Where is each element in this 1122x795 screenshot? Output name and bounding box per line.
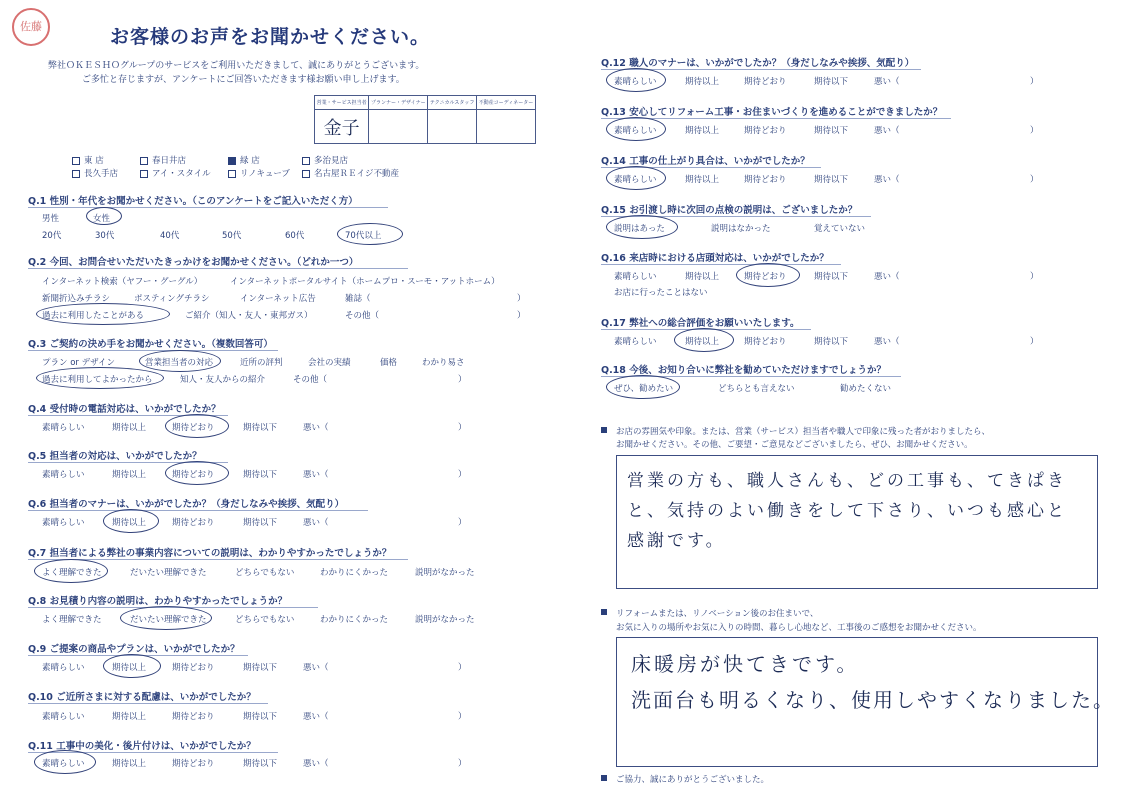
q4-option[interactable]: 素晴らしい <box>42 423 85 433</box>
q1-option[interactable]: 男性 <box>42 214 60 224</box>
q8-answer-circle <box>120 606 212 630</box>
q10-question: Q.10 ご近所さまに対する配慮は、いかがでしたか？ <box>28 692 256 703</box>
q17-answer-circle <box>674 328 734 352</box>
q7-option[interactable]: どちらでもない <box>235 568 295 578</box>
q9-question: Q.9 ご提案の商品やプランは、いかがでしたか？ <box>28 644 240 655</box>
q11-option[interactable]: 素晴らしい <box>42 759 85 769</box>
q14-option[interactable]: 期待以上 <box>685 175 720 185</box>
q11-option[interactable]: 期待以上 <box>112 759 147 769</box>
q7-question: Q.7 担当者による弊社の事業内容についての説明は、わかりやすかったでしょうか？ <box>28 548 392 559</box>
q2-option[interactable]: ポスティングチラシ <box>134 294 210 304</box>
q18-option[interactable]: ぜひ、勧めたい <box>614 384 674 394</box>
q1-answer-circle <box>337 223 403 245</box>
q9-option[interactable]: 期待以上 <box>112 663 147 673</box>
store-option-kasugai[interactable]: 春日井店 <box>140 154 186 166</box>
q8-option[interactable]: わかりにくかった <box>320 615 389 625</box>
q15-option[interactable]: 覚えていない <box>814 224 866 234</box>
q7-option[interactable]: よく理解できた <box>42 568 102 578</box>
q5-option[interactable]: 素晴らしい <box>42 470 85 480</box>
q11-option[interactable]: 期待どおり <box>172 759 215 769</box>
comment2-answer-line2: 洗面台も明るくなり、使用しやすくなりました。 <box>631 688 1115 712</box>
q2-question: Q.2 今回、お問合せいただいたきっかけをお聞かせください。（どれか一つ） <box>28 257 359 268</box>
q17-option[interactable]: 素晴らしい <box>614 337 657 347</box>
q17-question: Q.17 弊社への総合評価をお願いいたします。 <box>601 318 800 329</box>
q2-option[interactable]: インターネット広告 <box>240 294 316 304</box>
q5-option[interactable]: ） <box>458 470 467 480</box>
q13-option[interactable]: 期待どおり <box>744 126 787 136</box>
q3-option[interactable]: 価格 <box>380 358 398 368</box>
q2-option[interactable]: ） <box>517 311 526 321</box>
q11-option[interactable]: 悪い（ <box>303 759 329 769</box>
q6-question: Q.6 担当者のマナーは、いかがでしたか？（身だしなみや挨拶、気配り） <box>28 499 345 510</box>
q6-option[interactable]: 素晴らしい <box>42 518 85 528</box>
q17-option[interactable]: ） <box>1030 337 1039 347</box>
q12-option[interactable]: ） <box>1030 77 1039 87</box>
q5-question: Q.5 担当者の対応は、いかがでしたか？ <box>28 451 202 462</box>
q2-option[interactable]: ご紹介（知人・友人・東邦ガス） <box>185 311 313 321</box>
q9-option[interactable]: 素晴らしい <box>42 663 85 673</box>
q9-option[interactable]: 期待以下 <box>243 663 278 673</box>
q2-option[interactable]: その他（ <box>345 311 380 321</box>
q13-question: Q.13 安心してリフォーム工事・お住まいづくりを進めることができましたか？ <box>601 107 943 118</box>
q13-answer-circle <box>606 117 666 141</box>
q2-option[interactable]: インターネットポータルサイト（ホームプロ・スーモ・アットホーム） <box>230 277 500 287</box>
q12-option[interactable]: 素晴らしい <box>614 77 657 87</box>
store-option-nagoya-re[interactable]: 名古屋ＲＥイジ不動産 <box>302 167 399 179</box>
q1-option[interactable]: 20代 <box>42 231 62 241</box>
q5-option[interactable]: 期待以下 <box>243 470 278 480</box>
q4-option[interactable]: 期待以上 <box>112 423 147 433</box>
q4-option[interactable]: 期待どおり <box>172 423 215 433</box>
q1-option[interactable]: 30代 <box>95 231 115 241</box>
intro-line-1: 弊社ＯＫＥＳＨＯグループのサービスをご利用いただきまして、誠にありがとうございます。 <box>48 61 425 71</box>
q16-question: Q.16 来店時における店頭対応は、いかがでしたか？ <box>601 253 829 264</box>
q17-option[interactable]: 期待以下 <box>814 337 849 347</box>
q3-option[interactable]: 近所の評判 <box>240 358 283 368</box>
q6-option[interactable]: 悪い（ <box>303 518 329 528</box>
q14-option[interactable]: 期待以下 <box>814 175 849 185</box>
q16-option[interactable]: お店に行ったことはない <box>614 288 708 298</box>
comment1-answer-text: 営業の方も、職人さんも、どの工事も、てきぱきと、気持のよい働きをして下さり、いつも感心と感謝です。 <box>627 471 1067 551</box>
page-title: お客様のお声をお聞かせください。 <box>110 26 431 48</box>
q16-answer-circle <box>736 263 800 287</box>
section-bullet-icon <box>601 609 607 615</box>
q2-option[interactable]: ） <box>517 294 526 304</box>
comment2-prompt-line1: リフォームまたは、リノベーション後のお住まいで、 <box>616 609 819 619</box>
q11-option[interactable]: 期待以下 <box>243 759 278 769</box>
q3-option[interactable]: プラン or デザイン <box>42 358 116 368</box>
q10-option[interactable]: 期待以上 <box>112 712 147 722</box>
intro-line-2: ご多忙と存じますが、アンケートにご回答いただきます様お願い申し上げます。 <box>82 75 405 85</box>
q4-option[interactable]: 期待以下 <box>243 423 278 433</box>
staff-name-sales: 金子 <box>315 110 369 144</box>
staff-header-planner: プランナー・デザイナー <box>369 96 428 110</box>
q18-answer-circle <box>606 375 680 399</box>
q8-option[interactable]: どちらでもない <box>235 615 295 625</box>
q6-option[interactable]: 期待以下 <box>243 518 278 528</box>
q3-option[interactable]: ） <box>458 375 467 385</box>
q17-option[interactable]: 悪い（ <box>874 337 900 347</box>
q14-answer-circle <box>606 166 666 190</box>
hanko-stamp: 佐藤 <box>12 8 50 46</box>
store-option-midori[interactable]: 緑 店 <box>228 154 260 166</box>
q4-question: Q.4 受付時の電話対応は、いかがでしたか？ <box>28 404 221 415</box>
q2-option[interactable]: 過去に利用したことがある <box>42 311 145 321</box>
q15-option[interactable]: 説明はあった <box>614 224 665 234</box>
store-option-renocube[interactable]: リノキューブ <box>228 167 290 179</box>
q5-option[interactable]: 悪い（ <box>303 470 329 480</box>
q16-option[interactable]: 期待以上 <box>685 272 720 282</box>
store-option-nagakute[interactable]: 長久手店 <box>72 167 118 179</box>
q1-option[interactable]: 50代 <box>222 231 242 241</box>
comment2-prompt-line2: お気に入りの場所やお気に入りの時間、暮らし心地など、工事後のご感想をお聞かせください。 <box>616 623 982 633</box>
q12-question: Q.12 職人のマナーは、いかがでしたか？（身だしなみや挨拶、気配り） <box>601 58 915 69</box>
q10-option[interactable]: ） <box>458 712 467 722</box>
q16-option[interactable]: 期待どおり <box>744 272 787 282</box>
q13-option[interactable]: ） <box>1030 126 1039 136</box>
q1-option[interactable]: 70代以上 <box>345 231 382 241</box>
q12-answer-circle <box>606 68 666 92</box>
q8-option[interactable]: だいたい理解できた <box>130 615 207 625</box>
q3-option[interactable]: 過去に利用してよかったから <box>42 375 153 385</box>
q12-option[interactable]: 期待以下 <box>814 77 849 87</box>
q7-answer-circle <box>34 559 108 583</box>
q3-question: Q.3 ご契約の決め手をお聞かせください。（複数回答可） <box>28 339 273 350</box>
comment2-answer-box[interactable] <box>616 637 1115 767</box>
q9-option[interactable]: ） <box>458 663 467 673</box>
q7-option[interactable]: だいたい理解できた <box>130 568 207 578</box>
q1-answer-circle <box>86 207 122 225</box>
q3-option[interactable]: わかり易さ <box>422 358 465 368</box>
q6-option[interactable]: ） <box>458 518 467 528</box>
q14-option[interactable]: 期待どおり <box>744 175 787 185</box>
q13-option[interactable]: 素晴らしい <box>614 126 657 136</box>
q1-option[interactable]: 女性 <box>93 214 111 224</box>
footer-thanks: ご協力、誠にありがとうございました。 <box>616 775 770 785</box>
q14-option[interactable]: 悪い（ <box>874 175 900 185</box>
q10-option[interactable]: 悪い（ <box>303 712 329 722</box>
q18-option[interactable]: 勧めたくない <box>840 384 892 394</box>
staff-header-technical: テクニカルスタッフ <box>428 96 476 110</box>
q5-option[interactable]: 期待どおり <box>172 470 215 480</box>
q3-option[interactable]: 会社の実績 <box>308 358 351 368</box>
store-option-tajimi[interactable]: 多治見店 <box>302 154 348 166</box>
q1-option[interactable]: 60代 <box>285 231 305 241</box>
staff-header-realestate: 不動産コーディネーター <box>476 96 535 110</box>
q16-option[interactable]: 悪い（ <box>874 272 900 282</box>
q1-question: Q.1 性別・年代をお聞かせください。（このアンケートをご記入いただく方） <box>28 196 358 207</box>
q4-option[interactable]: ） <box>458 423 467 433</box>
q14-option[interactable]: ） <box>1030 175 1039 185</box>
q15-option[interactable]: 説明はなかった <box>711 224 771 234</box>
staff-table <box>314 95 536 144</box>
q13-option[interactable]: 悪い（ <box>874 126 900 136</box>
q3-option[interactable]: 営業担当者の対応 <box>145 358 214 368</box>
store-option-east[interactable]: 東 店 <box>72 154 104 166</box>
section-bullet-icon <box>601 775 607 781</box>
q16-option[interactable]: 期待以下 <box>814 272 849 282</box>
comment2-answer-line1: 床暖房が快てきです。 <box>631 652 860 676</box>
q18-option[interactable]: どちらとも言えない <box>718 384 795 394</box>
q13-option[interactable]: 期待以下 <box>814 126 849 136</box>
q11-question: Q.11 工事中の美化・後片付けは、いかがでしたか？ <box>28 741 256 752</box>
q8-question: Q.8 お見積り内容の説明は、わかりやすかったでしょうか？ <box>28 596 288 607</box>
staff-name-planner <box>369 110 428 144</box>
q7-option[interactable]: 説明がなかった <box>415 568 475 578</box>
q11-option[interactable]: ） <box>458 759 467 769</box>
q5-answer-circle <box>165 461 229 485</box>
q2-option[interactable]: インターネット検索（ヤフー・グーグル） <box>42 277 203 287</box>
q3-option[interactable]: その他（ <box>293 375 328 385</box>
q17-option[interactable]: 期待どおり <box>744 337 787 347</box>
store-option-istyle[interactable]: アイ・スタイル <box>140 167 211 179</box>
q17-option[interactable]: 期待以上 <box>685 337 720 347</box>
staff-name-realestate <box>476 110 535 144</box>
q6-answer-circle <box>103 509 159 533</box>
q9-option[interactable]: 期待どおり <box>172 663 215 673</box>
q11-answer-circle <box>34 750 96 774</box>
q7-option[interactable]: わかりにくかった <box>320 568 389 578</box>
q10-option[interactable]: 期待どおり <box>172 712 215 722</box>
q9-answer-circle <box>103 654 161 678</box>
q16-option[interactable]: 素晴らしい <box>614 272 657 282</box>
comment1-answer-box[interactable] <box>616 455 1098 589</box>
q6-option[interactable]: 期待以上 <box>112 518 147 528</box>
q1-option[interactable]: 40代 <box>160 231 180 241</box>
q2-option[interactable]: 新聞折込みチラシ <box>42 294 111 304</box>
q4-answer-circle <box>165 414 229 438</box>
staff-name-technical <box>428 110 476 144</box>
q15-question: Q.15 お引渡し時に次回の点検の説明は、ございましたか？ <box>601 205 858 216</box>
q8-option[interactable]: 説明がなかった <box>415 615 475 625</box>
q3-option[interactable]: 知人・友人からの紹介 <box>180 375 266 385</box>
q3-answer-circle <box>36 367 164 389</box>
q15-answer-circle <box>606 215 678 239</box>
q4-option[interactable]: 悪い（ <box>303 423 329 433</box>
q12-option[interactable]: 期待以上 <box>685 77 720 87</box>
q12-option[interactable]: 期待どおり <box>744 77 787 87</box>
q16-option[interactable]: ） <box>1030 272 1039 282</box>
q18-question: Q.18 今後、お知り合いに弊社を勧めていただけますでしょうか？ <box>601 365 886 376</box>
staff-header-sales: 営業・サービス担当者 <box>315 96 369 110</box>
comment1-prompt-line1: お店の雰囲気や印象。または、営業（サービス）担当者や職人で印象に残った者がおりましたら、 <box>616 427 991 437</box>
q14-question: Q.14 工事の仕上がり具合は、いかがでしたか？ <box>601 156 810 167</box>
q12-option[interactable]: 悪い（ <box>874 77 900 87</box>
q5-option[interactable]: 期待以上 <box>112 470 147 480</box>
comment1-prompt-line2: お聞かせください。その他、ご要望・ご意見などございましたら、ぜひ、お聞かせください。 <box>616 440 973 450</box>
q10-option[interactable]: 素晴らしい <box>42 712 85 722</box>
q13-option[interactable]: 期待以上 <box>685 126 720 136</box>
q8-option[interactable]: よく理解できた <box>42 615 102 625</box>
q6-option[interactable]: 期待どおり <box>172 518 215 528</box>
q14-option[interactable]: 素晴らしい <box>614 175 657 185</box>
q3-answer-circle <box>139 350 221 372</box>
section-bullet-icon <box>601 427 607 433</box>
q2-option[interactable]: 雑誌（ <box>345 294 371 304</box>
q10-option[interactable]: 期待以下 <box>243 712 278 722</box>
q2-answer-circle <box>36 303 170 325</box>
q9-option[interactable]: 悪い（ <box>303 663 329 673</box>
